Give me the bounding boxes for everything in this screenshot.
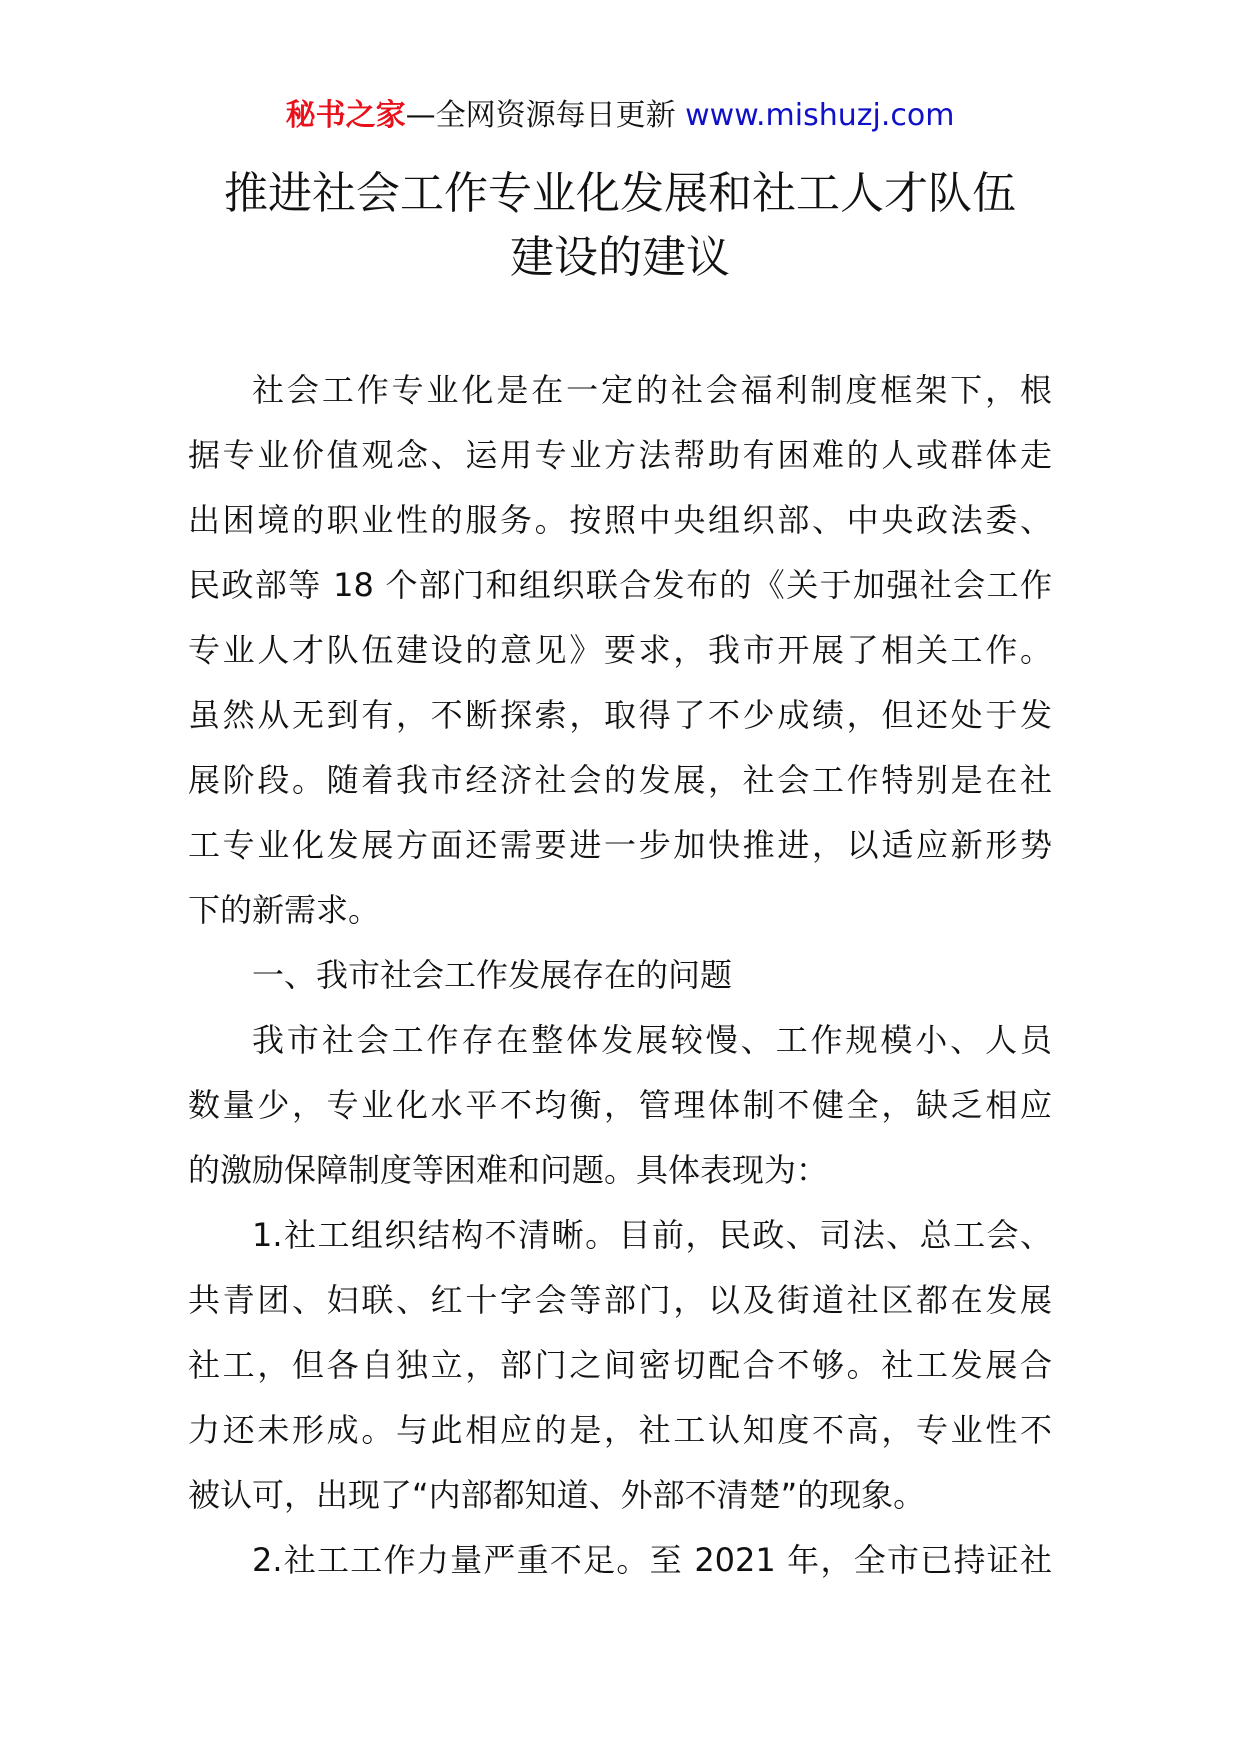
paragraph-line: 展阶段。随着我市经济社会的发展，社会工作特别是在社	[188, 761, 1052, 799]
paragraph-line: 被认可，出现了“内部都知道、外部不清楚”的现象。	[188, 1476, 926, 1514]
document-title	[0, 162, 1240, 290]
paragraph-line: 力还未形成。与此相应的是，社工认知度不高，专业性不	[188, 1411, 1052, 1449]
paragraph-line: 虽然从无到有，不断探索，取得了不少成绩，但还处于发	[188, 696, 1052, 734]
paragraph-line: 2.社工工作力量严重不足。至 2021 年，全市已持证社	[252, 1541, 1052, 1579]
paragraph-line: 工专业化发展方面还需要进一步加快推进，以适应新形势	[188, 826, 1052, 864]
site-header	[0, 98, 1240, 134]
paragraph-line: 社工，但各自独立，部门之间密切配合不够。社工发展合	[188, 1346, 1052, 1384]
paragraph-line: 专业人才队伍建设的意见》要求，我市开展了相关工作。	[188, 631, 1052, 669]
section-heading: 一、我市社会工作发展存在的问题	[252, 956, 733, 994]
paragraph-line: 我市社会工作存在整体发展较慢、工作规模小、人员	[252, 1021, 1052, 1059]
paragraph-line: 民政部等 18 个部门和组织联合发布的《关于加强社会工作	[188, 566, 1052, 604]
site-url-link[interactable]: www.mishuzj.com	[685, 98, 955, 133]
paragraph-line: 出困境的职业性的服务。按照中央组织部、中央政法委、	[188, 501, 1052, 539]
site-tagline: —全网资源每日更新	[405, 98, 676, 133]
paragraph-line: 据专业价值观念、运用专业方法帮助有困难的人或群体走	[188, 436, 1052, 474]
paragraph-line: 的激励保障制度等困难和问题。具体表现为：	[188, 1151, 829, 1189]
title-line-1: 推进社会工作专业化发展和社工人才队伍	[224, 168, 1016, 219]
paragraph-line: 共青团、妇联、红十字会等部门，以及街道社区都在发展	[188, 1281, 1052, 1319]
document-body	[188, 358, 1052, 1593]
title-line-2: 建设的建议	[510, 232, 730, 283]
paragraph-line: 1.社工组织结构不清晰。目前，民政、司法、总工会、	[252, 1216, 1052, 1254]
paragraph-line: 数量少，专业化水平不均衡，管理体制不健全，缺乏相应	[188, 1086, 1052, 1124]
site-brand: 秘书之家	[285, 98, 406, 133]
paragraph-line: 社会工作专业化是在一定的社会福利制度框架下，根	[252, 371, 1052, 409]
paragraph-line: 下的新需求。	[188, 891, 381, 929]
